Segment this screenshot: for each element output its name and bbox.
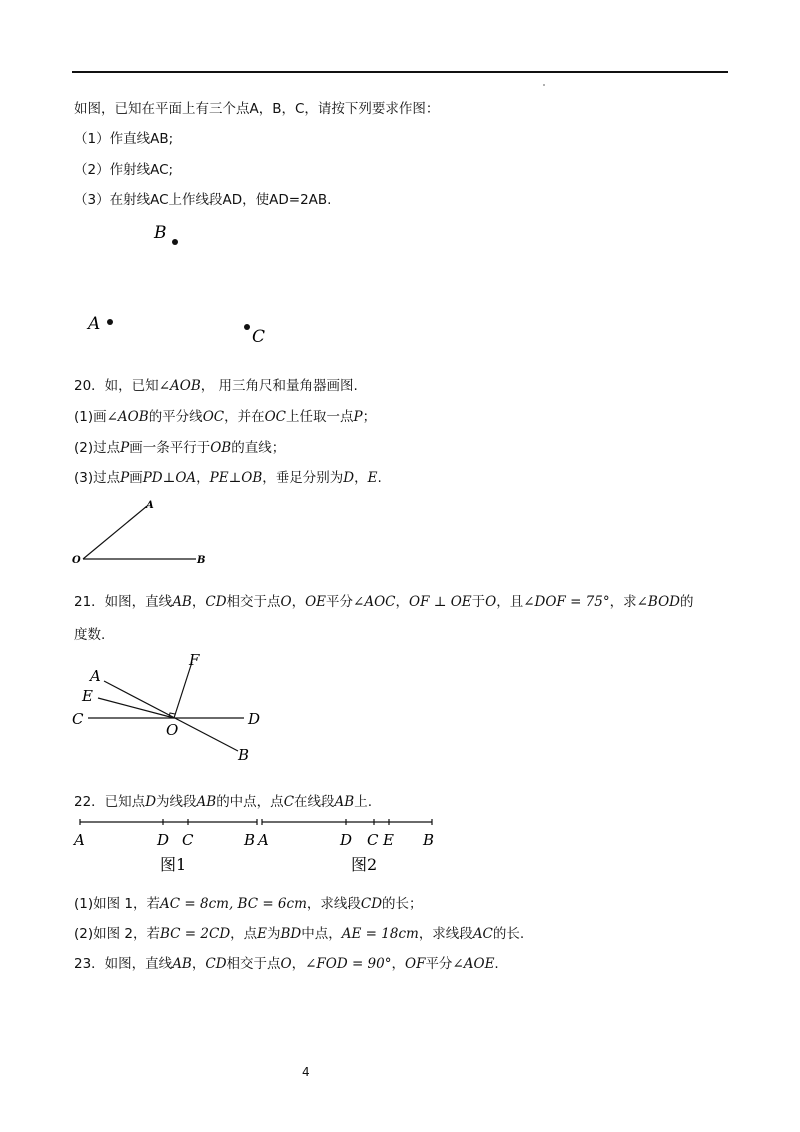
q21-label-b: B (238, 746, 250, 764)
fig1-caption: 图1 (160, 855, 187, 874)
q22-figures (66, 812, 446, 878)
ray-oa (83, 506, 147, 559)
q19-step2: （2）作射线AC; (74, 162, 174, 178)
q19-step1: （1）作直线AB; (74, 131, 174, 147)
q20-step2: (2)过点P画一条平行于OB的直线； (74, 440, 286, 456)
q21-stem-line2: 度数. (74, 627, 106, 643)
q20-label-a: A (146, 500, 154, 511)
q20-figure (66, 492, 226, 572)
q20-step3: (3)过点P画PD⊥OA，PE⊥OB，垂足分别为D，E. (74, 470, 382, 486)
q20-stem: 20．如，已知∠AOB， 用三角尺和量角器画图. (74, 378, 358, 394)
fig2-caption: 图2 (351, 855, 378, 874)
page-number: 4 (302, 1065, 310, 1079)
q19-label-b: B (154, 223, 167, 243)
q21-label-e: E (82, 687, 93, 705)
q20-step1: (1)画∠AOB的平分线OC，并在OC上任取一点P； (74, 409, 377, 425)
header-rule (72, 71, 728, 73)
fig2-label-a: A (258, 831, 269, 849)
q23-stem: 23．如图，直线AB，CD相交于点O，∠FOD = 90°，OF平分∠AOE. (74, 956, 499, 972)
q22-part1: (1)如图 1，若AC = 8cm, BC = 6cm，求线段CD的长； (74, 896, 423, 912)
q19-figure (80, 215, 280, 355)
q21-label-a: A (90, 667, 101, 685)
line-ab (104, 681, 238, 751)
q21-stem-line1: 21．如图，直线AB，CD相交于点O，OE平分∠AOC，OF ⊥ OE于O，且∠DOF = 75°，求∠BOD的 (74, 594, 694, 610)
fig1-label-d: D (157, 831, 170, 849)
q22-stem: 22．已知点D为线段AB的中点，点C在线段AB上. (74, 794, 372, 810)
q20-label-o: O (72, 555, 81, 566)
point-a (107, 319, 113, 325)
q19-intro: 如图，已知在平面上有三个点A，B，C，请按下列要求作图： (74, 101, 440, 117)
q19-step3: （3）在射线AC上作线段AD，使AD=2AB. (74, 192, 332, 208)
q22-part2: (2)如图 2，若BC = 2CD，点E为BD中点，AE = 18cm，求线段AC的长. (74, 926, 525, 942)
ray-oe (98, 698, 174, 718)
q21-label-f: F (189, 651, 200, 669)
fig2-label-c: C (367, 831, 379, 849)
q20-label-b: B (197, 555, 206, 566)
q21-label-o: O (166, 721, 179, 739)
fig2-label-d: D (340, 831, 353, 849)
fig1-label-b: B (244, 831, 256, 849)
fig2-label-e: E (383, 831, 394, 849)
q21-label-c: C (72, 710, 84, 728)
point-b (172, 239, 178, 245)
point-c (244, 324, 250, 330)
fig1-label-c: C (182, 831, 194, 849)
q19-label-a: A (88, 314, 101, 334)
q19-label-c: C (252, 327, 266, 347)
fig2-label-b: B (423, 831, 435, 849)
fig1-label-a: A (74, 831, 85, 849)
ray-of (174, 662, 192, 718)
q21-figure (66, 648, 276, 768)
q21-label-d: D (248, 710, 261, 728)
scan-speck (543, 84, 545, 86)
